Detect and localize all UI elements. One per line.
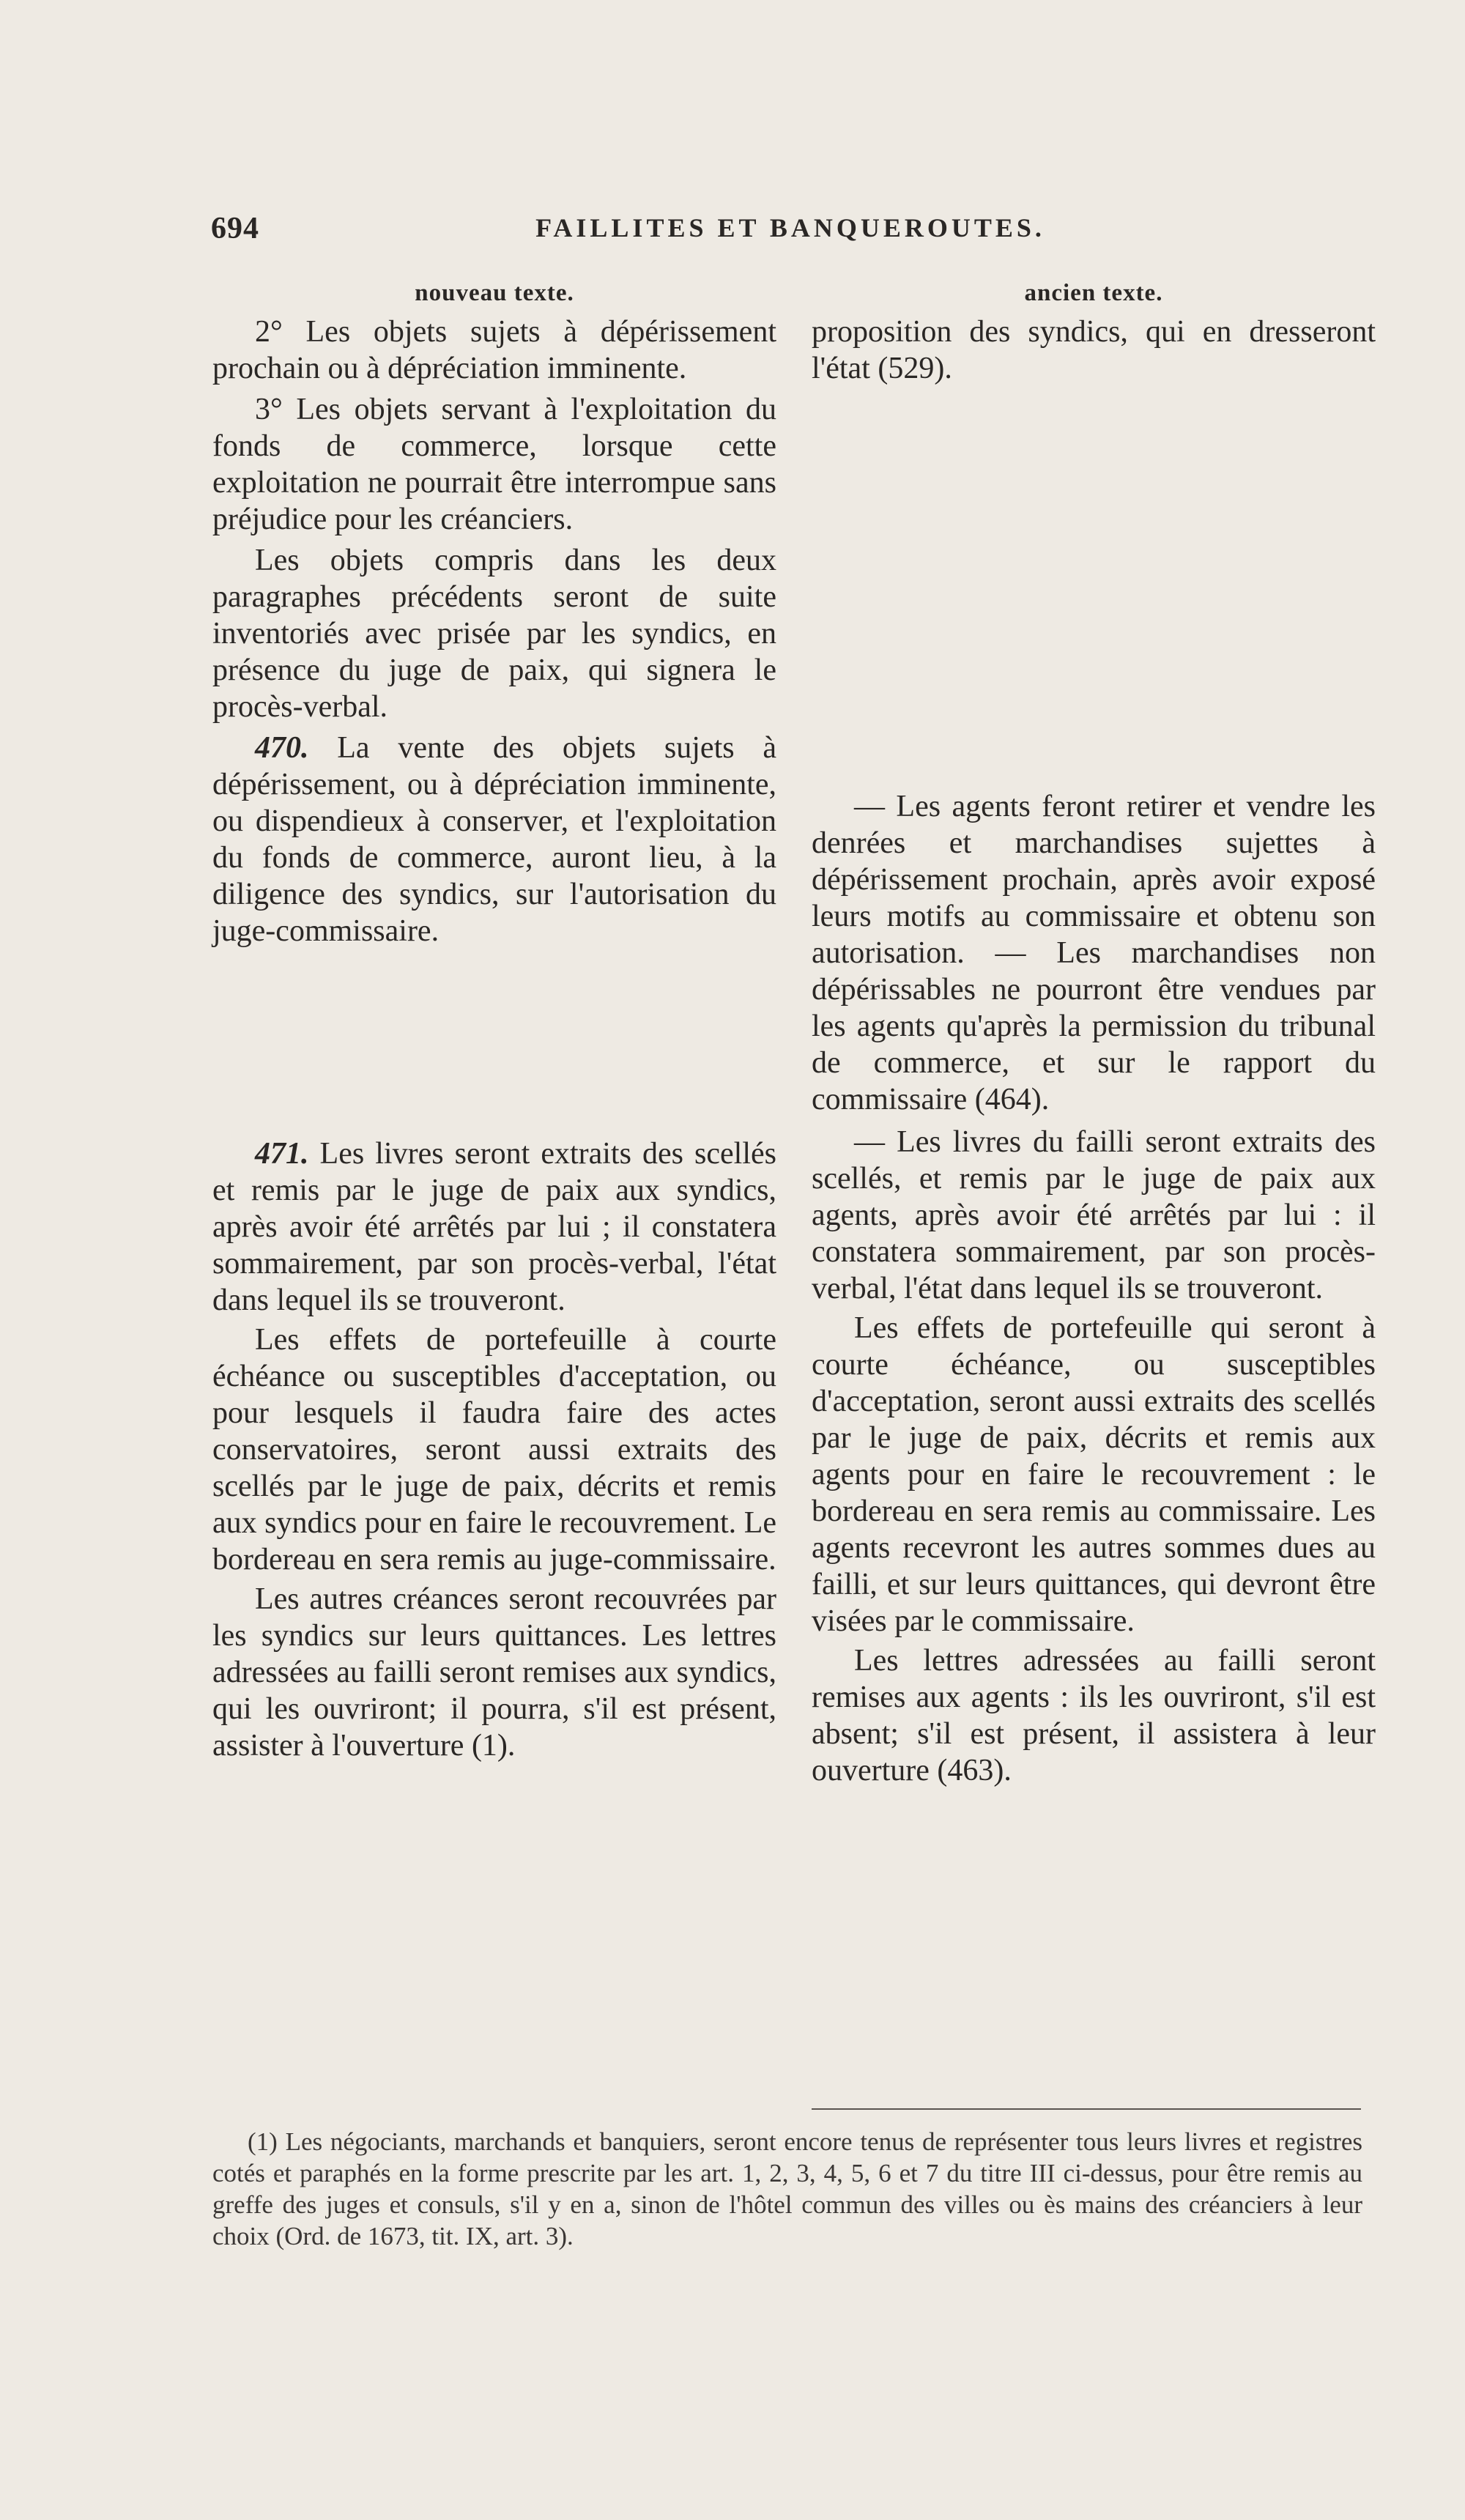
article-470-text: La vente des objets sujets à dépérissement, ou à dépréciation imminente, ou dispendieux à conserver, et l'exploitation du fonds de commerce, auront lieu, à la diligence des syndics, sur l'autorisation du juge-commissaire. [212,731,776,948]
footnote-divider [812,2108,1361,2110]
article-471 [212,1135,776,1319]
running-title: FAILLITES ET BANQUEROUTES. [535,213,1045,242]
right-paragraph-continuation [812,314,1376,387]
left-paragraph-creances [212,1581,776,1764]
left-column-heading: nouveau texte. [415,280,574,306]
left-paragraph-3 [212,542,776,725]
right-paragraph-agents-vente [812,788,1376,1118]
left-paragraph-3-text: Les objets compris dans les deux paragraphes précédents seront de suite inventoriés avec prisée par les syndics, en présence du juge de paix, qui signera le procès-verbal. [212,544,776,724]
footnote-text: (1) Les négociants, marchands et banquiers, seront encore tenus de représenter tous leurs livres et registres cotés et paraphés en la forme prescrite par les art. 1, 2, 3, 4, 5, 6 et 7 du titre III ci-dessus, pour être remis au greffe des juges et consuls, s'il y en a, sinon de l'hôtel commun des villes ou ès mains des créanciers à leur choix (Ord. de 1673, tit. IX, art. 3). [212,2127,1362,2250]
right-paragraph-lettres-text: Les lettres adressées au failli seront remises aux agents : ils les ouvriront, s'il est absent; s'il est présent, il assistera à leur ouverture (463). [812,1644,1376,1787]
left-column-new-text [212,278,776,1764]
right-paragraph-effets-text: Les effets de portefeuille qui seront à courte échéance, ou susceptibles d'acceptation, seront aussi extraits des scellés par le juge de paix, décrits et remis aux agents pour en faire le recouvrement : le bordereau en sera remis au commissaire. Les agents recevront les autres sommes dues au failli, et sur leurs quittances, qui devront être visées par le commissaire. [812,1311,1376,1638]
left-paragraph-2 [212,391,776,538]
page-header [211,211,1370,255]
right-paragraph-effets [812,1310,1376,1639]
right-column-heading: ancien texte. [1024,280,1163,306]
right-paragraph-agents-vente-text: — Les agents feront retirer et vendre les denrées et marchandises sujettes à dépérissement prochain, après avoir exposé leurs motifs au commissaire et obtenu son autorisation. — Les marchandises non dépérissables ne pourront être vendues par les agents qu'après la permission du tribunal de commerce, et sur le rapport du commissaire (464). [812,790,1376,1116]
left-paragraph-effets-text: Les effets de portefeuille à courte échéance ou susceptibles d'acceptation, ou pour lesquels il faudra faire des actes conservatoires, seront aussi extraits des scellés par le juge de paix, décrits et remis aux syndics pour en faire le recouvrement. Le bordereau en sera remis au juge-commissaire. [212,1323,776,1576]
right-paragraph-livres-text: — Les livres du failli seront extraits des scellés, et remis par le juge de paix aux agents, après avoir été arrêtés par lui : il constatera sommairement, par son procès-verbal, l'état dans lequel ils se trouveront. [812,1125,1376,1305]
article-470-number: 470. [255,731,309,765]
left-paragraph-creances-text: Les autres créances seront recouvrées par les syndics sur leurs quittances. Les lettres adressées au failli seront remises aux syndics, qui les ouvriront; il pourra, s'il est présent, assister à l'ouverture (1). [212,1582,776,1763]
right-paragraph-livres [812,1124,1376,1307]
left-paragraph-1-text: 2° Les objets sujets à dépérissement prochain ou à dépréciation imminente. [212,315,776,385]
left-paragraph-2-text: 3° Les objets servant à l'exploitation du fonds de commerce, lorsque cette exploitation ne pourrait être interrompue sans préjudice pour les créanciers. [212,393,776,536]
article-471-number: 471. [255,1137,309,1171]
right-column-old-text [812,278,1376,1789]
article-471-text: Les livres seront extraits des scellés et remis par le juge de paix aux syndics, après avoir été arrêtés par lui ; il constatera sommairement, par son procès-verbal, l'état dans lequel ils se trouveront. [212,1137,776,1317]
article-470 [212,730,776,949]
right-paragraph-lettres [812,1642,1376,1789]
left-paragraph-effets [212,1322,776,1578]
page-number: 694 [211,212,259,245]
right-paragraph-continuation-text: proposition des syndics, qui en dresseront l'état (529). [812,315,1376,385]
footnote [212,2126,1362,2252]
left-paragraph-1 [212,314,776,387]
